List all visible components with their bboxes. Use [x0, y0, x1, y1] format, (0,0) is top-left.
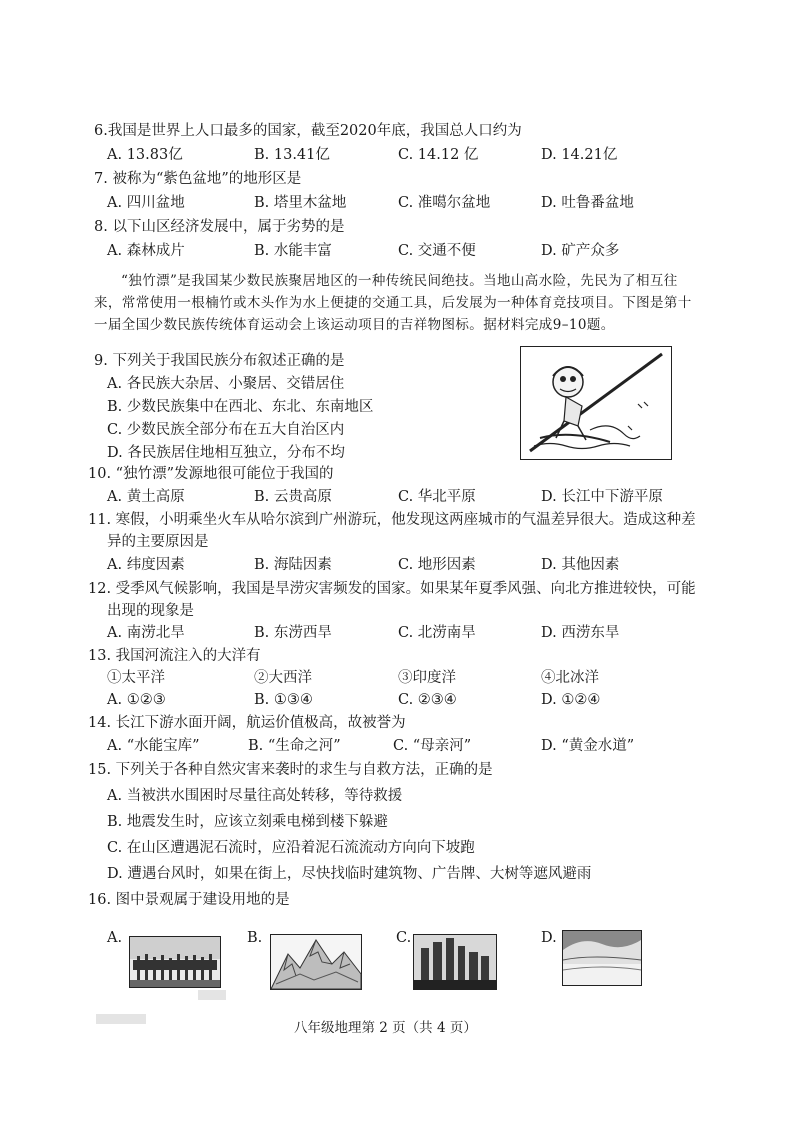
- question-16-stem: 16. 图中景观属于建设用地的是: [88, 892, 290, 908]
- question-10-option-a: A. 黄土高原: [107, 489, 185, 505]
- question-6-option-d: D. 14.21亿: [541, 147, 618, 163]
- question-13-option-b: B. ①③④: [254, 692, 313, 708]
- question-16-option-b: B.: [247, 930, 263, 946]
- question-16-option-d: D.: [541, 930, 557, 946]
- question-13-option-c: C. ②③④: [398, 692, 457, 708]
- question-7-option-c: C. 准噶尔盆地: [398, 195, 491, 211]
- question-7-option-d: D. 吐鲁番盆地: [541, 195, 634, 211]
- question-15-option-d: D. 遭遇台风时，如果在街上，尽快找临时建筑物、广告牌、大树等遮风避雨: [107, 866, 592, 882]
- question-15-option-c: C. 在山区遭遇泥石流时，应沿着泥石流流动方向向下坡跑: [107, 840, 475, 856]
- question-14-stem: 14. 长江下游水面开阔，航运价值极高，故被誉为: [88, 715, 406, 731]
- question-9-stem: 9. 下列关于我国民族分布叙述正确的是: [94, 353, 345, 369]
- question-15-option-a: A. 当被洪水围困时尽量往高处转移，等待救援: [107, 788, 403, 804]
- question-9-option-d: D. 各民族居住地相互独立，分布不均: [107, 445, 345, 461]
- question-6-option-c: C. 14.12 亿: [398, 147, 479, 163]
- question-8-option-a: A. 森林成片: [107, 243, 185, 259]
- question-13-stem: 13. 我国河流注入的大洋有: [88, 648, 261, 664]
- duzhupiao-mascot-image: [520, 346, 672, 460]
- question-11-option-b: B. 海陆因素: [254, 557, 332, 573]
- question-16-option-c: C.: [396, 930, 412, 946]
- question-11-option-d: D. 其他因素: [541, 557, 620, 573]
- question-7-option-b: B. 塔里木盆地: [254, 195, 347, 211]
- question-15-option-b: B. 地震发生时，应该立刻乘电梯到楼下躲避: [107, 814, 388, 830]
- question-11-stem-line2: 异的主要原因是: [107, 534, 209, 550]
- question-11-stem-line1: 11. 寒假，小明乘坐火车从哈尔滨到广州游玩，他发现这两座城市的气温差异很大。造成这种差: [88, 512, 696, 528]
- question-8-option-d: D. 矿产众多: [541, 243, 620, 259]
- question-6-stem: 6.我国是世界上人口最多的国家，截至2020年底，我国总人口约为: [94, 123, 522, 139]
- question-12-option-d: D. 西涝东旱: [541, 625, 620, 641]
- question-15-stem: 15. 下列关于各种自然灾害来袭时的求生与自救方法，正确的是: [88, 762, 493, 778]
- question-13-option-d: D. ①②④: [541, 692, 601, 708]
- question-10-option-d: D. 长江中下游平原: [541, 489, 663, 505]
- question-7-option-a: A. 四川盆地: [107, 195, 185, 211]
- question-6-option-b: B. 13.41亿: [254, 147, 330, 163]
- question-13-option-a: A. ①②③: [107, 692, 166, 708]
- question-12-stem-line2: 出现的现象是: [107, 603, 194, 619]
- question-14-option-d: D. “黄金水道”: [541, 738, 635, 754]
- question-10-stem: 10. “独竹漂”发源地很可能位于我国的: [88, 466, 334, 482]
- question-6-option-a: A. 13.83亿: [107, 147, 183, 163]
- question-7-stem: 7. 被称为“紫色盆地”的地形区是: [94, 171, 302, 187]
- question-8-option-c: C. 交通不便: [398, 243, 476, 259]
- landscape-forest-image: [129, 936, 221, 988]
- question-9-option-a: A. 各民族大杂居、小聚居、交错居住: [107, 376, 345, 392]
- question-8-stem: 8. 以下山区经济发展中，属于劣势的是: [94, 219, 345, 235]
- question-16-option-a: A.: [107, 930, 123, 946]
- question-14-option-c: C. “母亲河”: [393, 738, 472, 754]
- question-13-item-1: ①太平洋: [107, 670, 165, 686]
- question-10-option-c: C. 华北平原: [398, 489, 476, 505]
- question-12-stem-line1: 12. 受季风气候影响，我国是旱涝灾害频发的国家。如果某年夏季风强、向北方推进较快，可能: [88, 581, 696, 597]
- question-12-option-c: C. 北涝南旱: [398, 625, 476, 641]
- page-footer: 八年级地理第 2 页（共 4 页）: [294, 1020, 477, 1036]
- scan-artifact: [96, 1014, 146, 1024]
- question-14-option-b: B. “生命之河”: [248, 738, 341, 754]
- question-13-item-4: ④北冰洋: [541, 670, 599, 686]
- landscape-city-buildings-image: [413, 934, 497, 990]
- question-8-option-b: B. 水能丰富: [254, 243, 332, 259]
- question-9-option-b: B. 少数民族集中在西北、东北、东南地区: [107, 399, 374, 415]
- landscape-grassland-image: [562, 930, 642, 986]
- question-13-item-3: ③印度洋: [398, 670, 456, 686]
- question-11-option-a: A. 纬度因素: [107, 557, 185, 573]
- scan-artifact: [198, 990, 226, 1000]
- reading-passage: “独竹漂”是我国某少数民族聚居地区的一种传统民间绝技。当地山高水险，先民为了相互往来，常常使用一根楠竹或木头作为水上便捷的交通工具，后发展为一种体育竞技项目。下图是第十一届全国少数民族传统体育运动会上该运动项目的吉祥物图标。据材料完成9–10题。: [94, 273, 692, 333]
- question-14-option-a: A. “水能宝库”: [107, 738, 200, 754]
- question-12-option-b: B. 东涝西旱: [254, 625, 332, 641]
- question-10-option-b: B. 云贵高原: [254, 489, 332, 505]
- question-11-option-c: C. 地形因素: [398, 557, 476, 573]
- landscape-snow-mountain-image: [270, 934, 362, 990]
- question-13-item-2: ②大西洋: [254, 670, 312, 686]
- question-12-option-a: A. 南涝北旱: [107, 625, 185, 641]
- question-9-option-c: C. 少数民族全部分布在五大自治区内: [107, 422, 345, 438]
